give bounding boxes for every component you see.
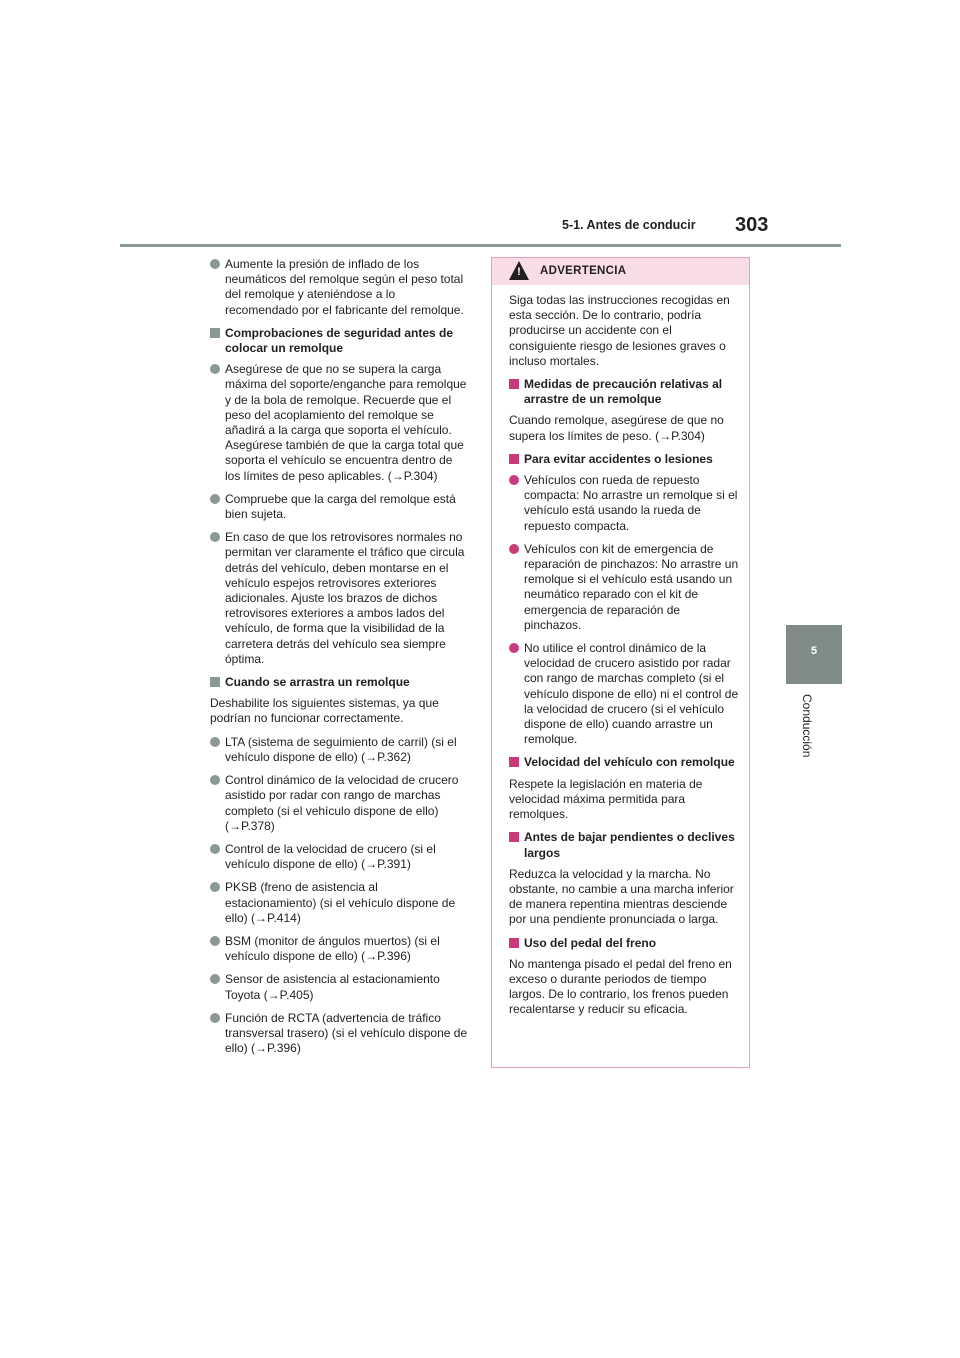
bullet-icon [509, 643, 519, 653]
bullet-item [210, 934, 468, 964]
bullet-text: Función de RCTA (advertencia de tráfico transversal trasero) (si el vehículo dispone de ello) (→P.396) [225, 1010, 468, 1056]
paragraph-text: No mantenga pisado el pedal del freno en exceso o durante periodos de tiempo largos. De lo contrario, los frenos pueden recalentarse y reducir su eficacia. [509, 956, 732, 1017]
bullet-icon [210, 259, 220, 269]
square-bullet-icon [509, 454, 519, 464]
bullet-text: En caso de que los retrovisores normales no permitan ver claramente el tráfico que circula detrás del vehículo, deben montarse en el vehículo espejos retrovisores exteriores adicionales. Ajuste los brazos de dichos retrovisores exteriores a ambos lados del vehículo, de forma que la visibilidad de la carretera detrás del vehículo sea siempre óptima. [225, 530, 465, 666]
bullet-icon [210, 882, 220, 892]
subheading-text: Medidas de precaución relativas al arrastre de un remolque [524, 377, 723, 407]
subheading [210, 675, 468, 690]
paragraph [509, 293, 739, 369]
bullet-text: Control dinámico de la velocidad de crucero asistido por radar con rango de marchas completo (si el vehículo dispone de ello) (→P.378) [225, 773, 459, 833]
paragraph-text: Reduzca la velocidad y la marcha. No obstante, no cambie a una marcha inferior de manera repentina mientras desciende por una pendiente pronunciada o larga. [509, 866, 734, 927]
subheading [509, 830, 739, 860]
bullet-item [509, 542, 739, 633]
paragraph [509, 867, 739, 928]
bullet-text: Asegúrese de que no se supera la carga máxima del soporte/enganche para remolque y de la bola de remolque. Recuerde que el peso del acoplamiento del remolque se añadirá a la carga que soporta el vehículo. Asegúrese también de que la carga total que soporta el vehículo se encuentra dentro de los límites de peso aplicables. (→P.304) [225, 362, 467, 483]
bullet-item [210, 880, 468, 926]
bullet-text: PKSB (freno de asistencia al estacionamiento) (si el vehículo dispone de ello) (→P.414) [225, 880, 456, 925]
square-bullet-icon [509, 757, 519, 767]
bullet-item [210, 972, 468, 1002]
paragraph [509, 413, 739, 443]
warning-title: ADVERTENCIA [540, 265, 627, 277]
subheading [509, 377, 739, 407]
bullet-icon [210, 1013, 220, 1023]
bullet-text: LTA (sistema de seguimiento de carril) (si el vehículo dispone de ello) (→P.362) [225, 734, 457, 764]
bullet-icon [210, 936, 220, 946]
subheading [210, 326, 468, 356]
paragraph-text: Siga todas las instrucciones recogidas en esta sección. De lo contrario, podría producirse un accidente con el consiguiente riesgo de lesiones graves o incluso mortales. [509, 293, 730, 368]
warning-body [492, 285, 749, 1018]
subheading [509, 936, 739, 951]
bullet-item [509, 473, 739, 534]
subheading-text: Para evitar accidentes o lesiones [524, 451, 713, 466]
bullet-icon [210, 974, 220, 984]
bullet-text: Control de la velocidad de crucero (si el vehículo dispone de ello) (→P.391) [225, 841, 436, 872]
bullet-item [210, 530, 468, 667]
chapter-number: 5 [810, 645, 818, 657]
bullet-icon [509, 544, 519, 554]
warning-box [491, 257, 750, 1068]
chapter-tab[interactable] [786, 625, 842, 684]
bullet-icon [210, 364, 220, 374]
square-bullet-icon [509, 938, 519, 948]
bullet-item [210, 492, 468, 522]
page-number: 303 [735, 214, 769, 236]
paragraph-text: Deshabilite los siguientes sistemas, ya que podrían no funcionar correctamente. [210, 696, 439, 726]
chapter-label: Conducción [800, 694, 814, 758]
header-rule [120, 244, 841, 247]
bullet-text: BSM (monitor de ángulos muertos) (si el vehículo dispone de ello) (→P.396) [225, 933, 440, 964]
bullet-item [210, 773, 468, 834]
bullet-text: Compruebe que la carga del remolque está bien sujeta. [225, 491, 456, 522]
subheading [509, 452, 739, 467]
bullet-item [210, 257, 468, 318]
bullet-text: Sensor de asistencia al estacionamiento Toyota (→P.405) [225, 972, 440, 1002]
paragraph-text: Respete la legislación en materia de velocidad máxima permitida para remolques. [509, 776, 703, 822]
square-bullet-icon [509, 832, 519, 842]
bullet-text: Vehículos con kit de emergencia de reparación de pinchazos: No arrastre un remolque si el vehículo está usando un neumático reparado con el kit de emergencia de reparación de pinchazos. [524, 541, 739, 632]
warning-header [492, 258, 749, 285]
bullet-icon [210, 494, 220, 504]
bullet-item [210, 362, 468, 484]
bullet-icon [210, 532, 220, 542]
bullet-item [210, 1011, 468, 1057]
bullet-text: Aumente la presión de inflado de los neumáticos del remolque según el peso total del remolque y ateniéndose a lo recomendado por el fabricante del remolque. [225, 257, 464, 317]
bullet-icon [210, 775, 220, 785]
bullet-text: Vehículos con rueda de repuesto compacta: No arrastre un remolque si el vehículo está usando la rueda de repuesto compacta. [524, 473, 738, 533]
paragraph [509, 777, 739, 823]
bullet-item [210, 842, 468, 872]
paragraph-text: Cuando remolque, asegúrese de que no supera los límites de peso. (→P.304) [509, 413, 724, 443]
subheading-text: Velocidad del vehículo con remolque [524, 755, 735, 770]
bullet-icon [210, 844, 220, 854]
subheading-text: Comprobaciones de seguridad antes de colocar un remolque [225, 325, 454, 356]
square-bullet-icon [210, 677, 220, 687]
subheading [509, 755, 739, 770]
bullet-text: No utilice el control dinámico de la velocidad de crucero asistido por radar con rango de marchas completo (si el vehículo dispone de ello) ni el control de la velocidad de crucero (si el vehículo dispone de ello) cuando arrastre un remolque. [524, 641, 739, 747]
bullet-item [509, 641, 739, 747]
square-bullet-icon [509, 379, 519, 389]
subheading-text: Antes de bajar pendientes o declives largos [524, 830, 735, 860]
bullet-item [210, 735, 468, 765]
left-column [210, 257, 468, 1064]
paragraph [509, 957, 739, 1018]
subheading-text: Uso del pedal del freno [524, 935, 657, 950]
subheading-text: Cuando se arrastra un remolque [225, 675, 410, 690]
bullet-icon [509, 475, 519, 485]
paragraph [210, 696, 468, 726]
warning-icon-mark: ! [517, 266, 521, 278]
section-title: 5-1. Antes de conducir [562, 218, 696, 232]
square-bullet-icon [210, 328, 220, 338]
bullet-icon [210, 737, 220, 747]
